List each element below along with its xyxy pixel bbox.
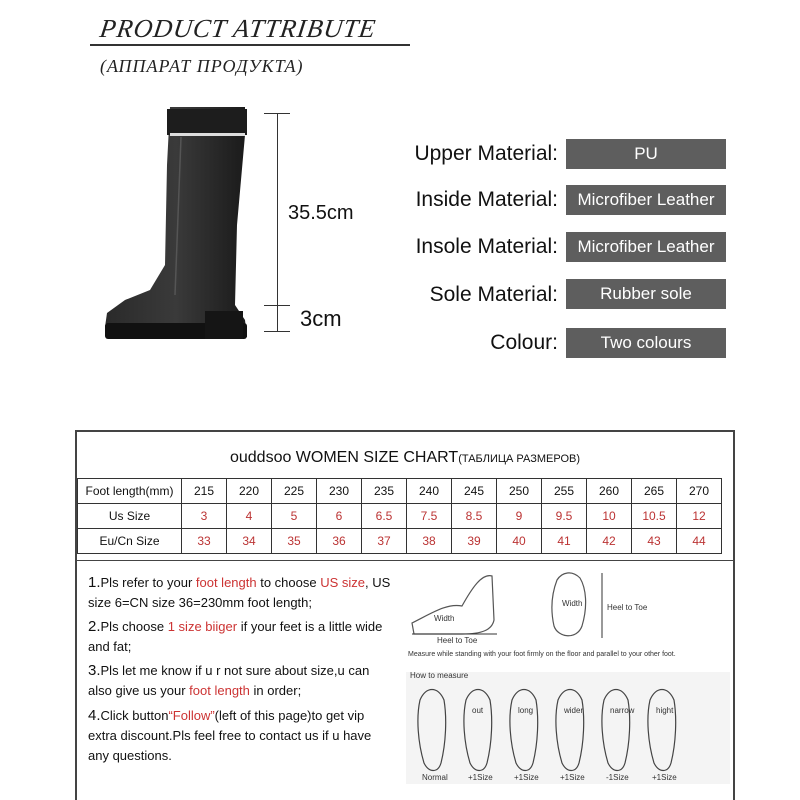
table-cell: 3	[182, 504, 227, 529]
table-cell: 41	[542, 529, 587, 554]
attr-value-sole: Rubber sole	[566, 279, 726, 309]
table-cell: 40	[497, 529, 542, 554]
note-number: 2.	[88, 618, 101, 635]
table-cell: 270	[677, 479, 722, 504]
table-cell: 215	[182, 479, 227, 504]
foot-tag: hight	[656, 706, 674, 715]
size-table	[77, 478, 722, 554]
attr-value-colour: Two colours	[566, 328, 726, 358]
attr-label-sole: Sole Material:	[429, 283, 558, 306]
foot-tag: long	[518, 706, 534, 715]
table-cell: 43	[632, 529, 677, 554]
dimension-line	[277, 113, 278, 331]
table-cell: 36	[317, 529, 362, 554]
note-highlight: US size	[320, 575, 366, 590]
note-highlight: foot length	[189, 683, 250, 698]
size-chart-title-sub: (ТАБЛИЦА РАЗМЕРОВ)	[458, 453, 581, 465]
note-4	[88, 706, 392, 766]
table-cell: 240	[407, 479, 452, 504]
table-row	[78, 479, 722, 504]
table-cell: 33	[182, 529, 227, 554]
table-cell: 12	[677, 504, 722, 529]
foot-caption: +1Size	[652, 773, 677, 782]
note-highlight[interactable]: “Follow”	[168, 708, 215, 723]
table-cell: 35	[272, 529, 317, 554]
title-underline	[90, 44, 410, 46]
note-text: (left of this page)to get vip extra discount.Pls feel free to contact us if u have any questions.	[88, 708, 372, 763]
attr-value-inside: Microfiber Leather	[566, 185, 726, 215]
row-header: Foot length(mm)	[78, 479, 182, 504]
table-cell: 10.5	[632, 504, 677, 529]
note-highlight: foot length	[195, 575, 257, 590]
note-text: if your feet is a little wide and fat;	[88, 619, 383, 654]
table-cell: 250	[497, 479, 542, 504]
table-cell: 38	[407, 529, 452, 554]
foot-side-icon	[412, 576, 494, 634]
table-cell: 225	[272, 479, 317, 504]
note-text: Click button	[100, 708, 169, 723]
table-cell: 44	[677, 529, 722, 554]
how-to-measure-label: How to measure	[410, 671, 469, 680]
page-subtitle: (АППАРАТ ПРОДУКТА)	[100, 56, 304, 76]
note-text: Pls let me know if u r not sure about size,u can also give us your	[88, 663, 370, 698]
boot-image	[95, 105, 255, 355]
attr-value-upper: PU	[566, 139, 726, 169]
table-cell: 6	[317, 504, 362, 529]
width-label: Width	[434, 614, 455, 623]
note-3	[88, 661, 392, 701]
table-cell: 8.5	[452, 504, 497, 529]
heel-height-label: 3cm	[300, 306, 342, 331]
foot-tag: narrow	[610, 706, 635, 715]
row-header: Eu/Cn Size	[78, 529, 182, 554]
table-cell: 6.5	[362, 504, 407, 529]
table-cell: 255	[542, 479, 587, 504]
table-cell: 230	[317, 479, 362, 504]
foot-caption: +1Size	[468, 773, 493, 782]
note-number: 4.	[88, 707, 101, 724]
table-cell: 34	[227, 529, 272, 554]
row-header: Us Size	[78, 504, 182, 529]
table-cell: 4	[227, 504, 272, 529]
table-cell: 9.5	[542, 504, 587, 529]
foot-caption: +1Size	[560, 773, 585, 782]
size-chart-title	[77, 449, 733, 467]
note-text: Pls choose	[100, 619, 168, 634]
table-cell: 9	[497, 504, 542, 529]
note-1	[88, 573, 392, 613]
width-label-top: Width	[562, 599, 583, 608]
shaft-height-label: 35.5cm	[288, 202, 354, 224]
note-text: Pls refer to your	[100, 575, 196, 590]
attr-label-colour: Colour:	[490, 331, 558, 354]
table-cell: 260	[587, 479, 632, 504]
foot-tag: out	[472, 706, 484, 715]
dimension-tick	[264, 305, 290, 306]
attr-label-inside: Inside Material:	[415, 188, 558, 211]
table-row	[78, 529, 722, 554]
foot-caption: -1Size	[606, 773, 629, 782]
heel-to-toe-label-top: Heel to Toe	[607, 603, 648, 612]
table-cell: 245	[452, 479, 497, 504]
note-text: , US size 6=CN size 36=230mm foot length;	[88, 575, 391, 610]
table-cell: 220	[227, 479, 272, 504]
attr-value-insole: Microfiber Leather	[566, 232, 726, 262]
table-cell: 10	[587, 504, 632, 529]
note-highlight: 1 size biiger	[167, 619, 238, 634]
note-text: in order;	[249, 683, 302, 698]
table-cell: 7.5	[407, 504, 452, 529]
dimension-tick	[264, 331, 290, 332]
attr-label-insole: Insole Material:	[415, 235, 558, 258]
attr-label-upper: Upper Material:	[414, 142, 558, 165]
table-cell: 5	[272, 504, 317, 529]
table-cell: 265	[632, 479, 677, 504]
table-cell: 37	[362, 529, 407, 554]
dimension-tick	[264, 113, 290, 114]
table-cell: 39	[452, 529, 497, 554]
measure-instruction: Measure while standing with your foot firmly on the floor and parallel to your other foot.	[408, 651, 676, 658]
page-title: PRODUCT ATTRIBUTE	[98, 14, 378, 43]
size-chart-title-main: ouddsoo WOMEN SIZE CHART	[229, 449, 459, 466]
foot-measure-diagram	[402, 568, 732, 798]
foot-tag: wider	[564, 706, 584, 715]
foot-caption: Normal	[422, 773, 448, 782]
table-cell: 42	[587, 529, 632, 554]
heel-to-toe-label: Heel to Toe	[437, 636, 478, 645]
foot-caption: +1Size	[514, 773, 539, 782]
note-2	[88, 617, 392, 657]
table-cell: 235	[362, 479, 407, 504]
table-row	[78, 504, 722, 529]
note-number: 3.	[88, 662, 101, 679]
note-text: to choose	[256, 575, 321, 590]
note-number: 1.	[88, 574, 101, 591]
